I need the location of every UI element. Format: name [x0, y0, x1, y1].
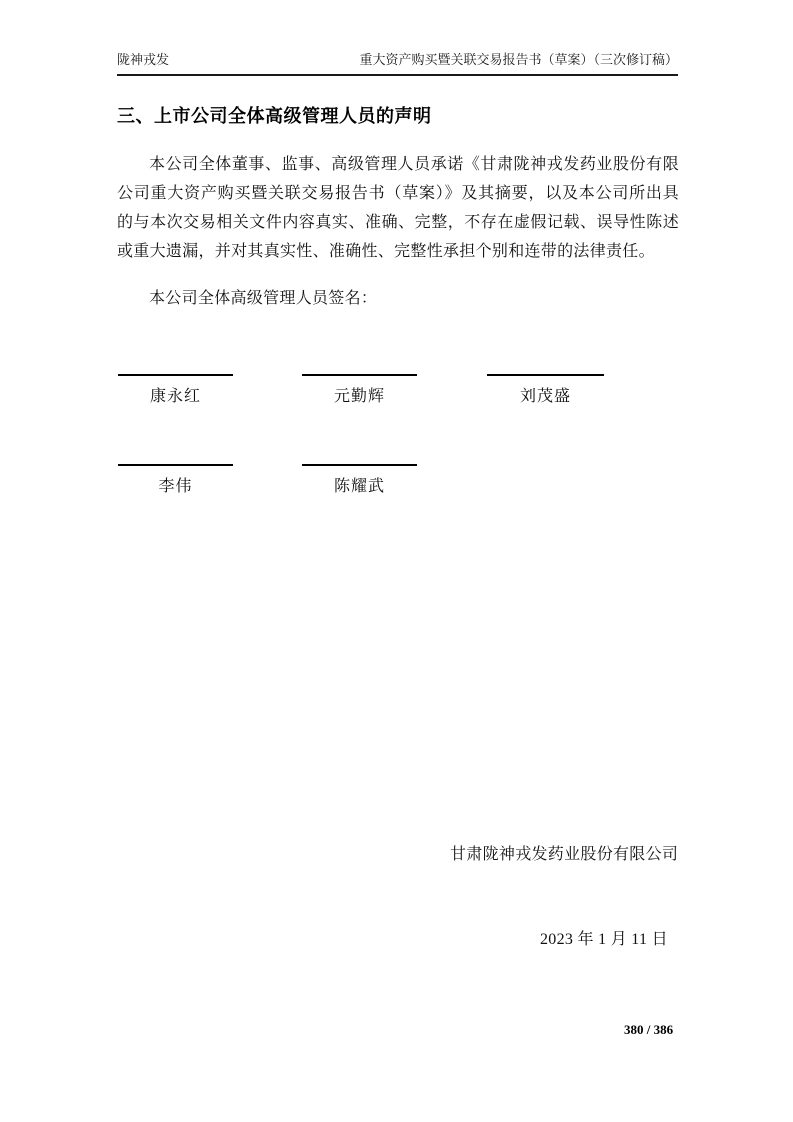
signature-cell [118, 464, 233, 496]
signature-cell [302, 374, 417, 406]
section-title: 三、上市公司全体高级管理人员的声明 [117, 106, 432, 126]
document-date: 2023 年 1 月 11 日 [540, 931, 668, 948]
page-number: 380 / 386 [624, 1022, 674, 1037]
signer-name: 陈耀武 [333, 478, 385, 495]
declaration-paragraph: 本公司全体董事、监事、高级管理人员承诺《甘肃陇神戎发药业股份有限公司重大资产购买暨关联交易报告书（草案）》及其摘要，以及本公司所出具的与本次交易相关文件内容真实、准确、完整，不存在虚假记载、误导性陈述或重大遗漏，并对其真实性、准确性、完整性承担个别和连带的法律责任。 [117, 156, 679, 260]
signer-name: 刘茂盛 [519, 388, 571, 405]
signature-cell [118, 374, 233, 406]
signature-cell [302, 464, 417, 496]
company-name: 甘肃陇神戎发药业股份有限公司 [450, 846, 679, 863]
page-header [117, 52, 678, 76]
signer-name: 李伟 [158, 478, 193, 495]
header-left-text: 陇神戎发 [117, 52, 170, 67]
signature-label: 本公司全体高级管理人员签名： [149, 290, 378, 307]
header-right-text: 重大资产购买暨关联交易报告书（草案）（三次修订稿） [359, 52, 678, 67]
signature-cell [487, 374, 604, 406]
signer-name: 康永红 [149, 388, 201, 405]
signer-name: 元勤辉 [333, 388, 385, 405]
